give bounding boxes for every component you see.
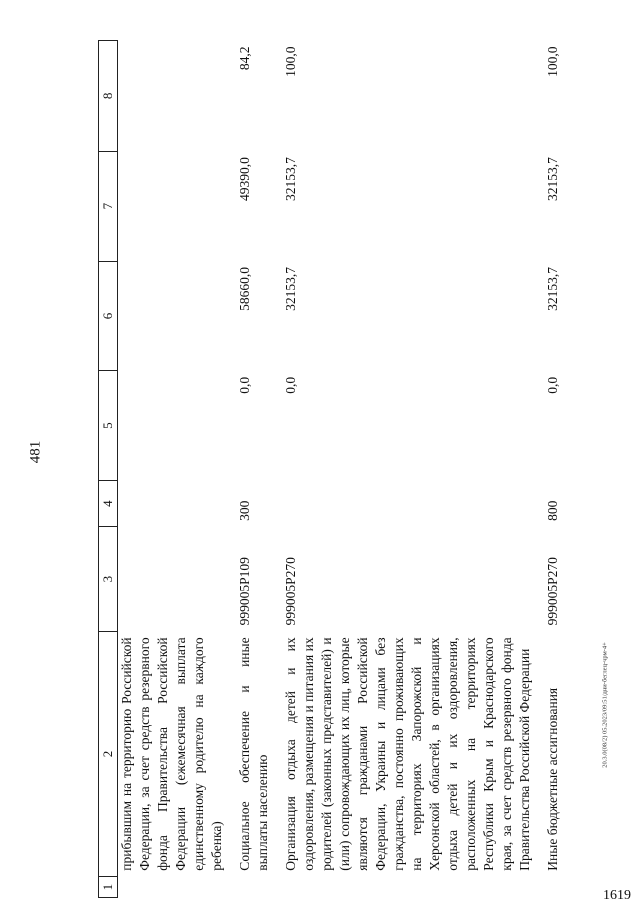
budget-table bbox=[98, 40, 562, 898]
continued-text: прибывшим на территорию Российской Федерации, за счет средств резервного фонда Правительства Российской Федерации (ежемесячная выплата единственному родителю на каждого ребенка) bbox=[119, 637, 224, 871]
column-header: 5 bbox=[99, 371, 118, 480]
row-name: Организация отдыха детей и их оздоровления, размещения и питания их родителей (законных представителей) и (или) сопровождающих их лиц, которые являются гражданами Российской Федерации, Украины и лицами без гражданства, постоянно проживающих на территориях Запорожской и Херсонской областей, в организациях отдыха детей и их оздоровления, расположенных на территориях Республики Крым и Краснодарского края, за счет средств резервного фонда Правительства Российской Федерации bbox=[283, 637, 532, 871]
column-header: 7 bbox=[99, 151, 118, 261]
column-header: 2 bbox=[99, 631, 118, 876]
column-header: 4 bbox=[99, 480, 118, 527]
row-value-6: 32153,7 bbox=[545, 267, 560, 311]
row-value-7: 32153,7 bbox=[545, 157, 560, 202]
row-value-8: 100,0 bbox=[545, 46, 560, 77]
row-name: Иные бюджетные ассигнования bbox=[545, 687, 560, 871]
row-name: Социальное обеспечение и иные выплаты населению bbox=[237, 637, 270, 871]
column-header: 6 bbox=[99, 261, 118, 371]
table-row bbox=[236, 41, 272, 898]
row-value-8: 84,2 bbox=[237, 46, 252, 71]
row-value-5: 0,0 bbox=[283, 376, 298, 394]
row-value-5: 0,0 bbox=[237, 376, 252, 394]
column-header: 8 bbox=[99, 41, 118, 152]
row-code: 999005Р270 bbox=[283, 557, 298, 626]
column-header: 1 bbox=[99, 877, 118, 898]
document-stamp: 20.3.0(08/2) 05.2023/09:51/дни-беглец-чрм-4+ bbox=[601, 642, 609, 768]
row-code: 999005Р109 bbox=[237, 557, 252, 626]
row-value-6: 58660,0 bbox=[237, 267, 252, 311]
row-value-6: 32153,7 bbox=[283, 267, 298, 311]
page-number: 481 bbox=[27, 440, 44, 464]
row-value-8: 100,0 bbox=[283, 46, 298, 77]
row-value-7: 32153,7 bbox=[283, 157, 298, 202]
table-row bbox=[118, 41, 227, 898]
column-header: 3 bbox=[99, 527, 118, 631]
side-page-number: 1619 bbox=[603, 888, 631, 903]
row-code: 999005Р270 bbox=[545, 557, 560, 626]
table-row bbox=[282, 41, 534, 898]
row-value-5: 0,0 bbox=[545, 376, 560, 394]
table-row bbox=[544, 41, 562, 898]
table-header-row bbox=[99, 41, 118, 898]
rotated-sheet bbox=[98, 40, 598, 898]
row-value-7: 49390,0 bbox=[237, 157, 252, 202]
row-type bbox=[282, 480, 534, 527]
row-type: 800 bbox=[545, 500, 560, 521]
row-type: 300 bbox=[237, 500, 252, 521]
